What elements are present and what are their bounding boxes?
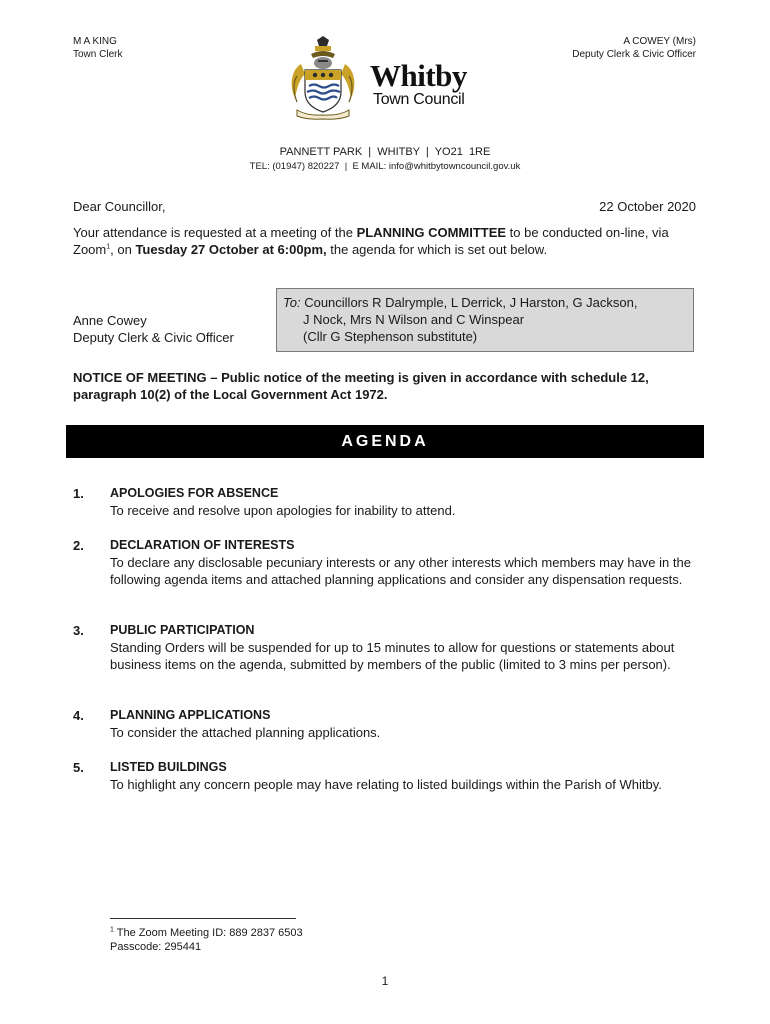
agenda-item-text: To highlight any concern people may have relating to listed buildings within the Parish of Whitby. bbox=[110, 777, 662, 792]
agenda-item-number: 1. bbox=[73, 486, 84, 501]
agenda-item-text: Standing Orders will be suspended for up to 15 minutes to allow for questions or statements about business items on the agenda, submitted by members of the public (limited to 3 mins per person). bbox=[110, 640, 675, 672]
intro-text-3: , on bbox=[110, 242, 136, 257]
committee-name: PLANNING COMMITTEE bbox=[356, 225, 507, 240]
deputy-clerk-name: A COWEY (Mrs) bbox=[623, 36, 696, 47]
brand-subtitle: Town Council bbox=[373, 91, 465, 108]
zoom-passcode: Passcode: 295441 bbox=[110, 941, 202, 953]
council-contact: TEL: (01947) 820227 | E MAIL: info@whitbytowncouncil.gov.uk bbox=[249, 161, 521, 172]
recipients-line-2: J Nock, Mrs N Wilson and C Winspear bbox=[303, 312, 525, 327]
footnote-reference: 1 bbox=[106, 243, 111, 251]
intro-text-4: the agenda for which is set out below. bbox=[326, 242, 548, 257]
signer-role: Deputy Clerk & Civic Officer bbox=[73, 330, 234, 345]
agenda-item-number: 3. bbox=[73, 623, 84, 638]
council-brand bbox=[370, 60, 467, 109]
agenda-item-title: APOLOGIES FOR ABSENCE bbox=[110, 486, 279, 500]
recipients-text-1: Councillors R Dalrymple, L Derrick, J Harston, G Jackson, bbox=[300, 295, 638, 310]
footnote-mark: 1 bbox=[110, 926, 114, 934]
intro-paragraph bbox=[73, 224, 698, 258]
meeting-datetime: Tuesday 27 October at 6:00pm, bbox=[135, 242, 327, 257]
deputy-clerk-block bbox=[572, 35, 696, 61]
town-clerk-role: Town Clerk bbox=[73, 49, 123, 60]
whitby-crest-icon bbox=[287, 36, 359, 120]
agenda-item-title: LISTED BUILDINGS bbox=[110, 760, 227, 774]
town-clerk-name: M A KING bbox=[73, 36, 117, 47]
footnote-line-1 bbox=[110, 926, 303, 940]
recipients-box bbox=[276, 288, 694, 352]
council-address: PANNETT PARK | WHITBY | YO21 1RE bbox=[279, 146, 491, 158]
page-number: 1 bbox=[381, 974, 389, 988]
intro-text-2: to be conducted on-line, via Zoom bbox=[73, 225, 669, 257]
brand-name: Whitby bbox=[370, 58, 467, 93]
agenda-item-number: 4. bbox=[73, 708, 84, 723]
agenda-item-text: To consider the attached planning applications. bbox=[110, 725, 381, 740]
agenda-item-number: 5. bbox=[73, 760, 84, 775]
agenda-item-title: PUBLIC PARTICIPATION bbox=[110, 623, 255, 637]
deputy-clerk-role: Deputy Clerk & Civic Officer bbox=[572, 49, 696, 60]
zoom-meeting-id: The Zoom Meeting ID: 889 2837 6503 bbox=[113, 927, 303, 939]
salutation: Dear Councillor, bbox=[73, 199, 166, 214]
recipients-line-3: (Cllr G Stephenson substitute) bbox=[303, 329, 478, 344]
notice-of-meeting: NOTICE OF MEETING – Public notice of the meeting is given in accordance with schedule 12, paragraph 10(2) of the Local Government Act 1972. bbox=[73, 370, 649, 402]
letter-date: 22 October 2020 bbox=[599, 199, 696, 214]
intro-text-1: Your attendance is requested at a meeting of the bbox=[73, 225, 357, 240]
agenda-item-number: 2. bbox=[73, 538, 84, 553]
signer-name: Anne Cowey bbox=[73, 313, 147, 328]
agenda-item-text: To receive and resolve upon apologies for inability to attend. bbox=[110, 503, 456, 518]
agenda-item-title: PLANNING APPLICATIONS bbox=[110, 708, 271, 722]
signer-block bbox=[73, 312, 234, 346]
agenda-heading: AGENDA bbox=[66, 425, 704, 458]
recipients-line-1 bbox=[283, 294, 687, 311]
town-clerk-block bbox=[73, 35, 122, 61]
agenda-item-title: DECLARATION OF INTERESTS bbox=[110, 538, 295, 552]
agenda-item-text: To declare any disclosable pecuniary interests or any other interests which members may have in the following agenda items and attached planning applications and consider any dispensation requests. bbox=[110, 555, 691, 587]
recipients-label: To: bbox=[283, 295, 301, 310]
footnote bbox=[110, 926, 303, 954]
footnote-divider bbox=[110, 918, 296, 919]
